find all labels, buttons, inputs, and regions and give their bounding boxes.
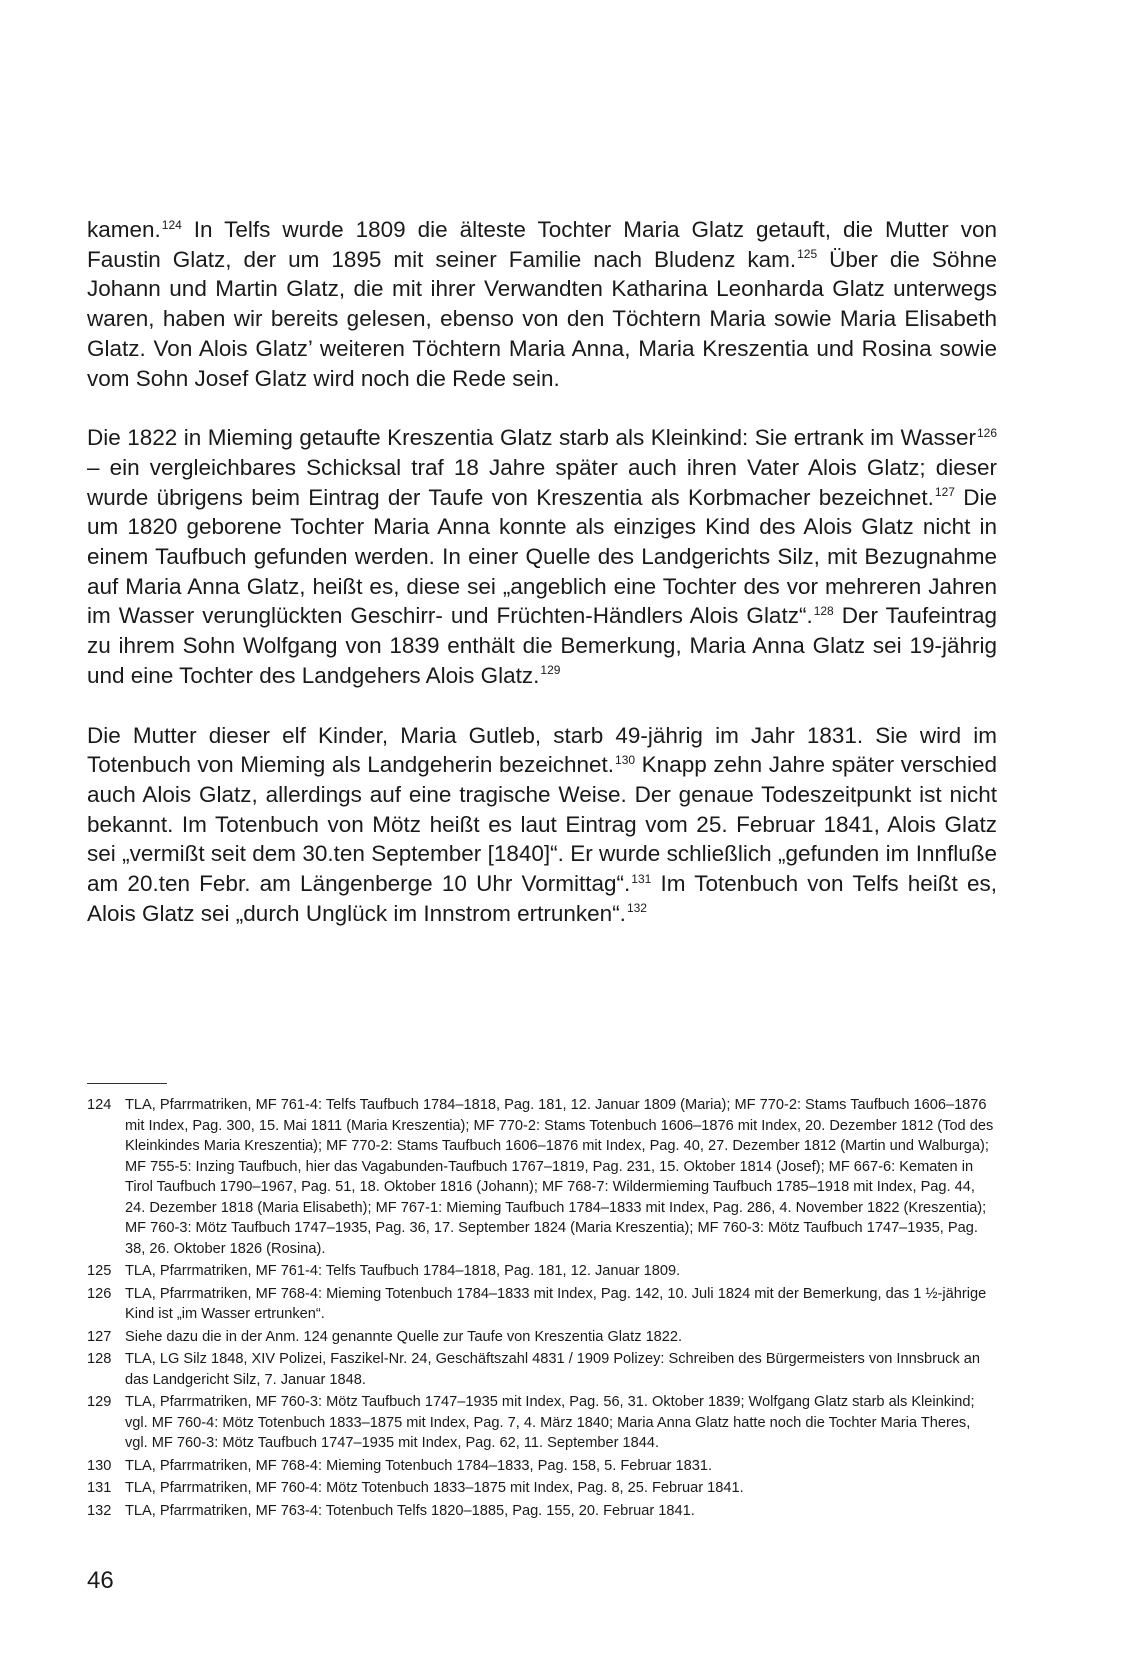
paragraph-text: – ein vergleichbares Schicksal traf 18 Jahre später auch ihren Vater Alois Glatz; dieser wurde übrigens beim Eintrag der Taufe von Kreszentia als Korbmacher bezeichnet. [87,454,997,510]
footnote-reference[interactable]: 126 [976,425,997,440]
footnote-number: 128 [87,1351,112,1367]
paragraph-text: Im Totenbuch von Telfs heißt es, Alois Glatz sei „durch Unglück im Innstrom ertrunken“. [87,871,997,926]
footnote-reference[interactable]: 130 [615,752,636,767]
footnote-number: 125 [87,1263,112,1279]
footnote-number: 129 [87,1394,112,1410]
footnote-number: 126 [87,1285,112,1302]
footnote-reference[interactable]: 127 [934,485,955,500]
footnote-text: TLA, Pfarrmatriken, MF 768-4: Mieming Totenbuch 1784–1833, Pag. 158, 5. Februar 1831. [125,1457,713,1474]
footnote-text: TLA, Pfarrmatriken, MF 763-4: Totenbuch Telfs 1820–1885, Pag. 155, 20. Februar 1841. [125,1502,695,1519]
footnote [87,1501,997,1522]
body-paragraph [87,721,997,929]
footnote-text: TLA, Pfarrmatriken, MF 760-3: Mötz Taufbuch 1747–1935 mit Index, Pag. 56, 31. Oktober 1839; Wolfgang Glatz starb als Kleinkind; vgl. MF 760-4: Mötz Totenbuch 1833–1875 mit Index, Pag. 7, 4. März 1840; Maria Anna Glatz hatte noch die Tochter Maria Theres, vgl. MF 760-3: Mötz Taufbuch 1747–1935 mit Index, Pag. 62, 11. September 1844. [125,1394,975,1451]
footnote-text: TLA, Pfarrmatriken, MF 768-4: Mieming Totenbuch 1784–1833 mit Index, Pag. 142, 10. Juli 1824 mit der Bemerkung, das 1 ½-jährige Kind ist „im Wasser ertrunken“. [125,1285,987,1322]
footnote-reference[interactable]: 124 [161,217,182,232]
paragraph-text: Die Mutter dieser elf Kinder, Maria Gutleb, starb 49-jährig im Jahr 1831. Sie wird im Totenbuch von Mieming als Landgeherin bezeichnet. [87,722,997,778]
main-text [87,215,997,958]
footnote-reference[interactable]: 129 [540,663,561,678]
footnote-number: 124 [87,1097,112,1113]
paragraph-text: Die um 1820 geborene Tochter Maria Anna konnte als einziges Kind des Alois Glatz nicht in einem Taufbuch gefunden werden. In einer Quelle des Landgerichts Silz, mit Bezugnahme auf Maria Anna Glatz, heißt es, diese sei „angeblich eine Tochter des vor mehreren Jahren im Wasser verunglückten Geschirr- und Früchten-Händlers Alois Glatz“. [87,484,997,629]
footnote-separator [87,1083,167,1084]
footnote [87,1261,997,1282]
footnote-text: TLA, LG Silz 1848, XIV Polizei, Faszikel-Nr. 24, Geschäftszahl 4831 / 1909 Polizey: Schreiben des Bürgermeisters von Innsbruck an das Landgericht Silz, 7. Januar 1848. [125,1351,980,1388]
footnote-reference[interactable]: 128 [813,603,834,618]
body-paragraph [87,215,997,393]
footnote-reference[interactable]: 131 [631,871,652,886]
footnote-text: TLA, Pfarrmatriken, MF 760-4: Mötz Totenbuch 1833–1875 mit Index, Pag. 8, 25. Februar 1841. [125,1480,744,1496]
footnote [87,1284,997,1325]
footnote-number: 127 [87,1328,112,1345]
footnote [87,1392,997,1454]
footnote [87,1349,997,1390]
footnote-text: Siehe dazu die in der Anm. 124 genannte Quelle zur Taufe von Kreszentia Glatz 1822. [125,1328,683,1345]
document-page [87,0,997,1654]
footnote-number: 130 [87,1457,112,1474]
paragraph-text: Die 1822 in Mieming getaufte Kreszentia Glatz starb als Kleinkind: Sie ertrank im Wasser [87,425,976,451]
paragraph-text: Über die Söhne Johann und Martin Glatz, die mit ihrer Verwandten Katharina Leonharda Glatz unterwegs waren, haben wir bereits gelesen, ebenso von den Töchtern Maria sowie Maria Elisabeth Glatz. Von Alois Glatz’ weiteren Töchtern Maria Anna, Maria Kreszentia und Rosina sowie vom Sohn Josef Glatz wird noch die Rede sein. [87,246,997,391]
footnote-text: TLA, Pfarrmatriken, MF 761-4: Telfs Taufbuch 1784–1818, Pag. 181, 12. Januar 1809 (Maria); MF 770-2: Stams Taufbuch 1606–1876 mit Index, Pag. 300, 15. Mai 1811 (Maria Kreszentia); MF 770-2: Stams Totenbuch 1606–1876 mit Index, 20. Dezember 1812 (Tod des Kleinkindes Maria Kreszentia); MF 770-2: Stams Taufbuch 1606–1876 mit Index, Pag. 40, 27. Dezember 1812 (Martin und Walburga); MF 755-5: Inzing Taufbuch, hier das Vagabunden-Taufbuch 1767–1819, Pag. 231, 15. Oktober 1814 (Josef); MF 667-6: Kematen in Tirol Taufbuch 1790–1967, Pag. 51, 18. Oktober 1816 (Johann); MF 768-7: Wildermieming Taufbuch 1785–1918 mit Index, Pag. 44, 24. Dezember 1818 (Maria Elisabeth); MF 767-1: Mieming Taufbuch 1784–1833 mit Index, Pag. 286, 4. November 1822 (Kreszentia); MF 760-3: Mötz Taufbuch 1747–1935, Pag. 36, 17. September 1824 (Maria Kreszentia); MF 760-3: Mötz Taufbuch 1747–1935, Pag. 38, 26. Oktober 1826 (Rosina). [125,1097,994,1257]
footnote-reference[interactable]: 132 [626,901,647,916]
page-number: 46 [87,1567,114,1594]
paragraph-text: In Telfs wurde 1809 die älteste Tochter Maria Glatz getauft, die Mutter von Faustin Glatz, der um 1895 mit seiner Familie nach Bludenz kam. [87,217,997,272]
footnote [87,1095,997,1259]
footnote-number: 132 [87,1502,112,1519]
footnote [87,1327,997,1348]
paragraph-text: Knapp zehn Jahre später verschied auch Alois Glatz, allerdings auf eine tragische Weise. Der genaue Todeszeitpunkt ist nicht bekannt. Im Totenbuch von Mötz heißt es laut Eintrag vom 25. Februar 1841, Alois Glatz sei „vermißt seit dem 30.ten September [1840]“. Er wurde schließlich „gefunden im Innfluße am 20.ten Febr. am Längenberge 10 Uhr Vormittag“. [87,752,997,897]
paragraph-text: Der Taufeintrag zu ihrem Sohn Wolfgang von 1839 enthält die Bemerkung, Maria Anna Glatz sei 19-jährig und eine Tochter des Landgehers Alois Glatz. [87,603,997,688]
footnote-text: TLA, Pfarrmatriken, MF 761-4: Telfs Taufbuch 1784–1818, Pag. 181, 12. Januar 1809. [125,1263,681,1279]
footnote-number: 131 [87,1480,112,1496]
footnote [87,1478,997,1499]
footnote [87,1456,997,1477]
paragraph-text: kamen. [87,217,161,242]
body-paragraph [87,423,997,690]
footnotes [87,1095,997,1523]
footnote-reference[interactable]: 125 [797,247,818,262]
